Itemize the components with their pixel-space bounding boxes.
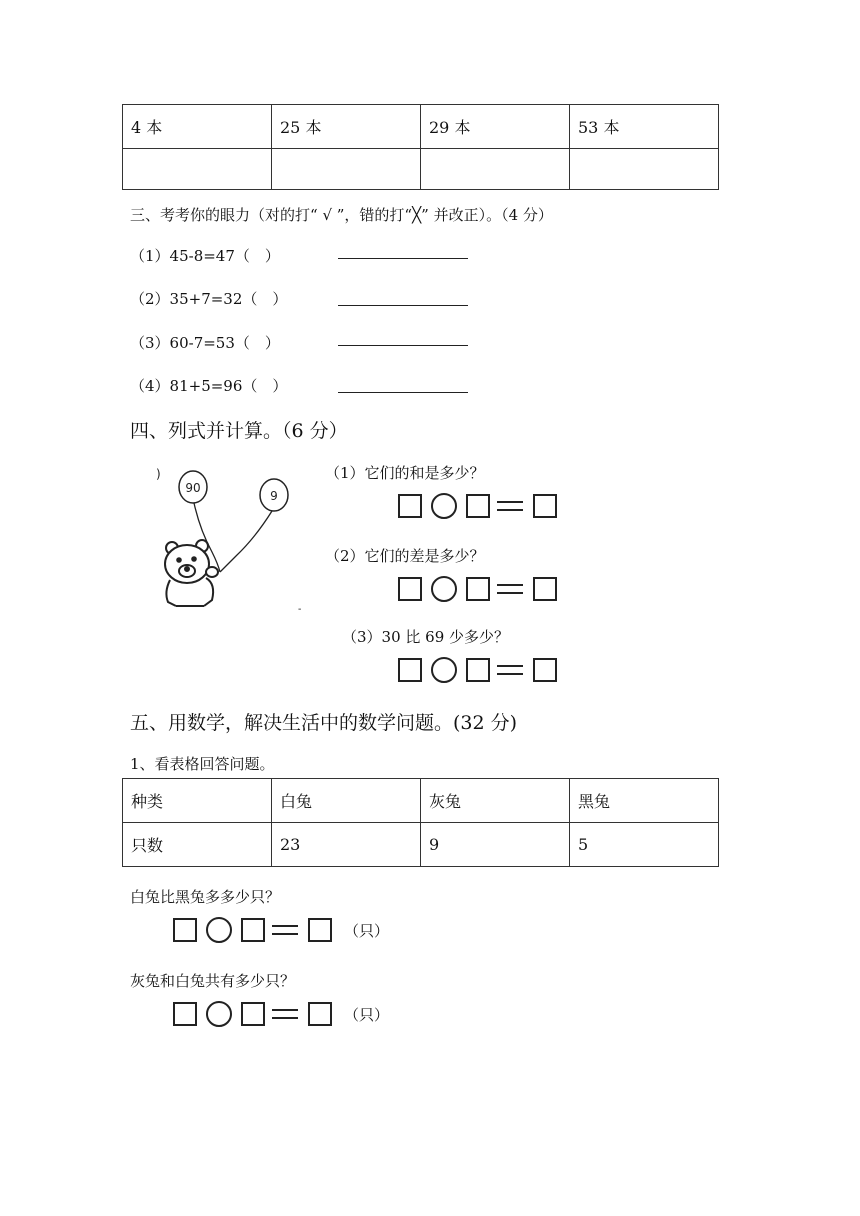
table-cell: 29 本 xyxy=(421,105,570,149)
answer-box[interactable] xyxy=(173,918,197,942)
table-cell: 53 本 xyxy=(570,105,719,149)
table-row xyxy=(123,823,719,867)
answer-box[interactable] xyxy=(533,658,557,682)
correction-line-3[interactable] xyxy=(338,345,468,346)
answer-box[interactable] xyxy=(308,1002,332,1026)
judge-item-4: （4）81+5=96（ ） xyxy=(130,377,288,395)
answer-box[interactable] xyxy=(398,577,422,601)
answer-box[interactable] xyxy=(533,494,557,518)
equals-sign-icon xyxy=(497,501,523,511)
operator-circle[interactable] xyxy=(206,917,232,943)
table-header-cell: 黑兔 xyxy=(570,779,719,823)
balloon-left-number: 90 xyxy=(185,481,201,495)
table-cell: 25 本 xyxy=(272,105,421,149)
answer-box[interactable] xyxy=(173,1002,197,1026)
equation-box-difference[interactable] xyxy=(398,576,557,602)
answer-cell[interactable] xyxy=(570,149,719,190)
table-cell: 23 xyxy=(272,823,421,867)
bear-icon xyxy=(165,540,218,606)
table-cell: 9 xyxy=(421,823,570,867)
answer-box[interactable] xyxy=(308,918,332,942)
equation-box-compare[interactable] xyxy=(398,657,557,683)
bear-balloons-illustration xyxy=(150,460,310,616)
answer-cell[interactable] xyxy=(272,149,421,190)
section5-heading: 五、用数学，解决生活中的数学问题。(32 分) xyxy=(130,712,518,734)
equals-sign-icon xyxy=(272,1009,298,1019)
table-cell: 只数 xyxy=(123,823,272,867)
judge-item-2: （2）35+7=32（ ） xyxy=(130,290,288,308)
table-row xyxy=(123,779,719,823)
operator-circle[interactable] xyxy=(431,493,457,519)
question-sum: （1）它们的和是多少？ xyxy=(325,464,485,482)
table-cell: 5 xyxy=(570,823,719,867)
question-white-vs-black: 白兔比黑兔多多少只？ xyxy=(130,888,281,906)
table-header-cell: 灰兔 xyxy=(421,779,570,823)
rabbit-table xyxy=(122,778,719,867)
question-difference: （2）它们的差是多少？ xyxy=(325,547,485,565)
correction-line-2[interactable] xyxy=(338,305,468,306)
balloon-right-number: 9 xyxy=(270,489,278,503)
answer-box[interactable] xyxy=(466,494,490,518)
svg-text:): ) xyxy=(156,467,161,481)
correction-line-1[interactable] xyxy=(338,258,468,259)
unit-label: （只） xyxy=(344,1005,390,1024)
section4-heading: 四、列式并计算。（6 分） xyxy=(130,420,348,442)
answer-cell[interactable] xyxy=(421,149,570,190)
answer-box[interactable] xyxy=(466,577,490,601)
section3-heading: 三、考考你的眼力（对的打“ √ ”，错的打“╳” 并改正）。（4 分） xyxy=(130,206,553,224)
equation-box-white-vs-black[interactable] xyxy=(173,917,389,943)
judge-item-1: （1）45-8=47（ ） xyxy=(130,247,280,265)
operator-circle[interactable] xyxy=(431,576,457,602)
equation-box-gray-plus-white[interactable] xyxy=(173,1001,389,1027)
answer-box[interactable] xyxy=(533,577,557,601)
correction-line-4[interactable] xyxy=(338,392,468,393)
question-gray-plus-white: 灰兔和白兔共有多少只？ xyxy=(130,972,296,990)
svg-text:-: - xyxy=(298,604,302,615)
answer-box[interactable] xyxy=(241,1002,265,1026)
table-cell: 4 本 xyxy=(123,105,272,149)
subsection-1-title: 1、看表格回答问题。 xyxy=(130,755,275,773)
table-header-cell: 白兔 xyxy=(272,779,421,823)
equals-sign-icon xyxy=(272,925,298,935)
answer-cell[interactable] xyxy=(123,149,272,190)
equals-sign-icon xyxy=(497,665,523,675)
answer-box[interactable] xyxy=(398,494,422,518)
unit-label: （只） xyxy=(344,921,390,940)
equals-sign-icon xyxy=(497,584,523,594)
operator-circle[interactable] xyxy=(206,1001,232,1027)
operator-circle[interactable] xyxy=(431,657,457,683)
table-header-cell: 种类 xyxy=(123,779,272,823)
question-compare: （3）30 比 69 少多少？ xyxy=(342,628,510,646)
answer-table-top xyxy=(122,104,719,190)
equation-box-sum[interactable] xyxy=(398,493,557,519)
answer-box[interactable] xyxy=(241,918,265,942)
judge-item-3: （3）60-7=53（ ） xyxy=(130,334,280,352)
answer-box[interactable] xyxy=(466,658,490,682)
answer-box[interactable] xyxy=(398,658,422,682)
